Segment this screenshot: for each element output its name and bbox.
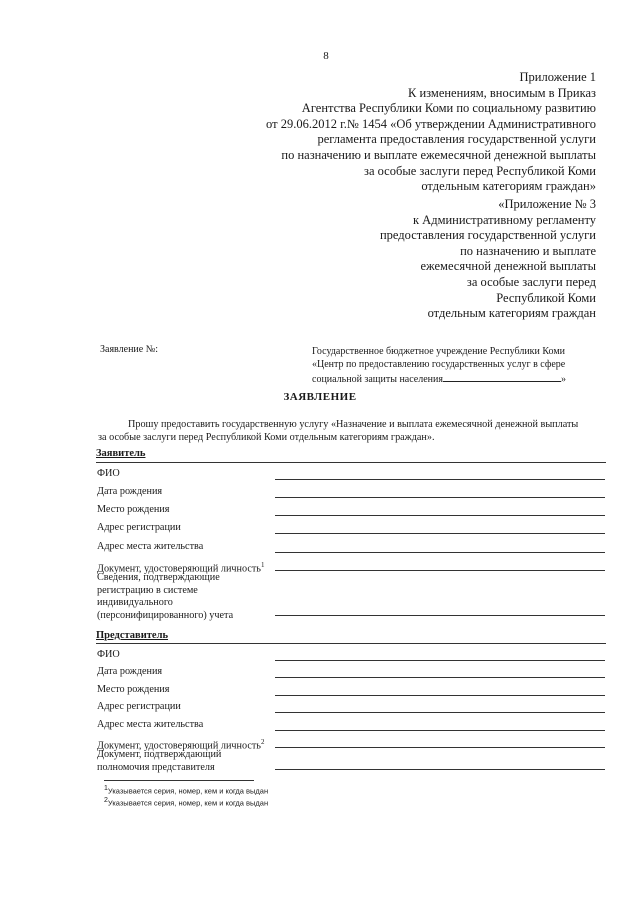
applicant-divider <box>96 462 606 463</box>
footnote-1: $^1$Указывается серия, номер, кем и когда выдан <box>104 785 269 796</box>
representative-authority-field[interactable] <box>275 769 605 770</box>
applicant-reg-address-field[interactable] <box>275 533 605 534</box>
page-number: 8 <box>323 50 329 62</box>
appendix-1-line: за особые заслуги перед Республикой Коми <box>364 163 596 178</box>
representative-heading: Представитель <box>96 630 169 641</box>
appendix-1-line: отдельным категориям граждан» <box>421 179 596 194</box>
appendix-3-line: по назначению и выплате <box>460 243 596 258</box>
applicant-fio-field[interactable] <box>275 479 605 480</box>
appendix-1-line: Агентства Республики Коми по социальному развитию <box>301 101 596 116</box>
appendix-3-line: отдельным категориям граждан <box>427 306 596 321</box>
appendix-3-line: к Административному регламенту <box>412 212 596 227</box>
footnote-separator <box>104 780 254 781</box>
request-line: за особые заслуги перед Республикой Коми отдельным категориям граждан». <box>98 432 435 443</box>
representative-reg-address-label: Адрес регистрации <box>97 701 181 712</box>
request-line: Прошу предоставить государственную услугу «Назначение и выплата ежемесячной денежной выплаты <box>128 419 579 430</box>
footnote-ref: 1 <box>260 561 265 569</box>
appendix-3-block <box>380 197 596 322</box>
applicant-birth-date-label: Дата рождения <box>97 486 163 497</box>
representative-id-document-field[interactable] <box>275 747 605 748</box>
representative-birth-date-field[interactable] <box>275 677 605 678</box>
applicant-snils-field[interactable] <box>275 615 605 616</box>
applicant-birth-place-field[interactable] <box>275 515 605 516</box>
representative-residence-field[interactable] <box>275 730 605 731</box>
appendix-1-line: регламента предоставления государственной услуги <box>317 132 596 147</box>
representative-birth-date-label: Дата рождения <box>97 666 163 677</box>
appendix-3-line: за особые заслуги перед <box>466 274 596 289</box>
applicant-birth-place-label: Место рождения <box>97 504 170 515</box>
organization-line: «Центр по предоставлению государственных услуг в сфере <box>312 359 566 370</box>
applicant-fio-label: ФИО <box>97 468 120 479</box>
appendix-1-line: Приложение 1 <box>519 70 596 84</box>
application-number-label: Заявление №: <box>100 344 159 355</box>
page-title: ЗАЯВЛЕНИЕ <box>283 391 357 403</box>
appendix-1-block <box>266 70 596 195</box>
applicant-residence-label: Адрес места жительства <box>97 541 204 552</box>
appendix-3-line: «Приложение № 3 <box>498 197 596 211</box>
appendix-3-line: ежемесячной денежной выплаты <box>420 259 596 274</box>
appendix-1-line: по назначению и выплате ежемесячной денежной выплаты <box>281 147 596 162</box>
request-text <box>98 418 606 444</box>
footnote-ref: 2 <box>260 738 265 746</box>
footnote-2: $^2$Указывается серия, номер, кем и когда выдан <box>104 797 269 808</box>
applicant-id-document-field[interactable] <box>275 570 605 571</box>
appendix-1-line: от 29.06.2012 г.№ 1454 «Об утверждении Административного <box>266 116 596 131</box>
representative-divider <box>96 643 606 644</box>
representative-authority-label: Документ, подтверждающий полномочия представителя <box>97 749 222 773</box>
organization-line: Государственное бюджетное учреждение Республики Коми <box>312 346 566 357</box>
representative-reg-address-field[interactable] <box>275 712 605 713</box>
representative-residence-label: Адрес места жительства <box>97 719 204 730</box>
organization-block <box>312 345 566 386</box>
applicant-residence-field[interactable] <box>275 552 605 553</box>
representative-fio-label: ФИО <box>97 649 120 660</box>
applicant-reg-address-label: Адрес регистрации <box>97 522 181 533</box>
applicant-heading: Заявитель <box>96 448 146 459</box>
representative-id-document-label: Документ, удостоверяющий личность$^2$ <box>97 738 265 752</box>
representative-fio-field[interactable] <box>275 660 605 661</box>
applicant-birth-date-field[interactable] <box>275 497 605 498</box>
appendix-3-line: предоставления государственной услуги <box>379 228 596 243</box>
representative-birth-place-label: Место рождения <box>97 684 170 695</box>
representative-birth-place-field[interactable] <box>275 695 605 696</box>
appendix-3-line: Республикой Коми <box>496 290 596 305</box>
organization-blank[interactable] <box>443 371 561 382</box>
organization-line-3: социальной защиты населения » <box>312 371 566 386</box>
applicant-snils-label: Сведения, подтверждающие регистрацию в системе индивидуального (персонифицированного) учета <box>97 572 234 621</box>
appendix-1-line: К изменениям, вносимым в Приказ <box>408 85 596 100</box>
applicant-id-document-label: Документ, удостоверяющий личность$^1$ <box>97 561 265 575</box>
